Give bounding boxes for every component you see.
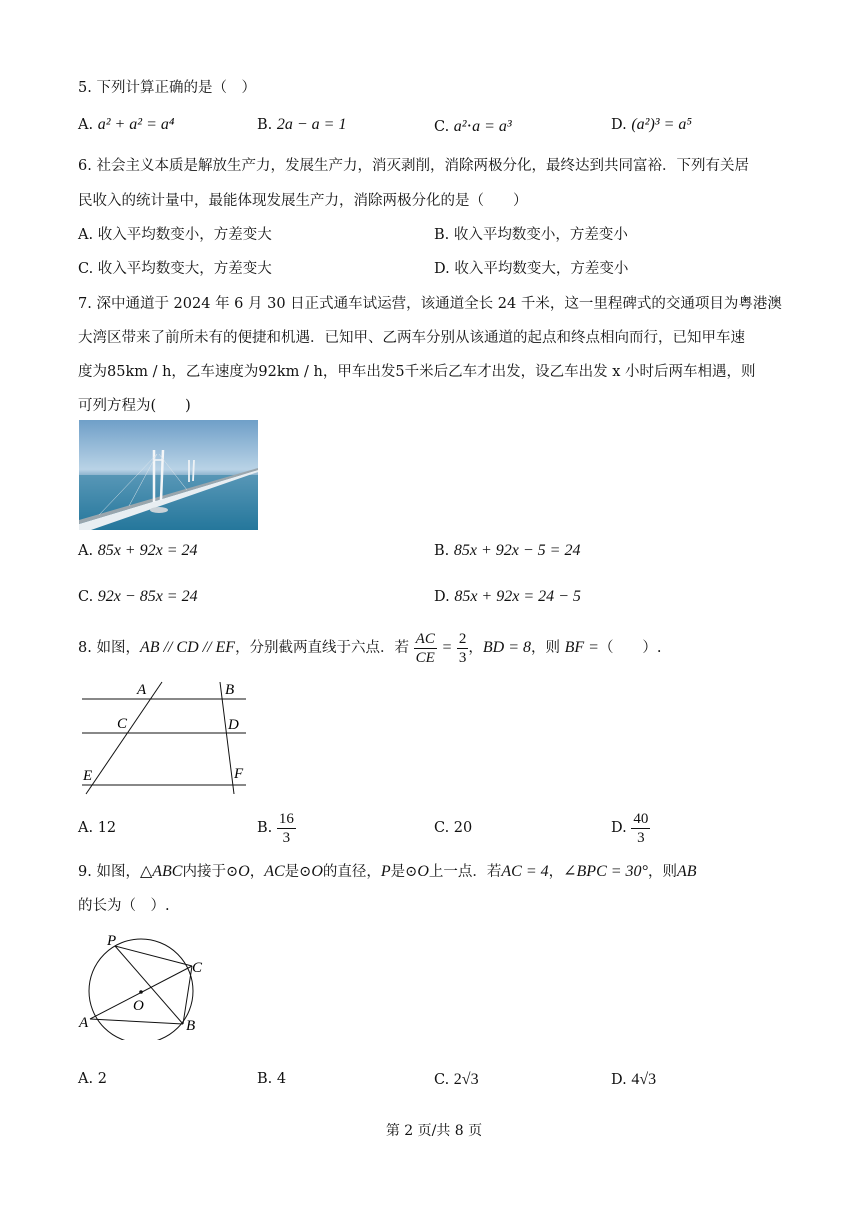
label-a: A bbox=[137, 682, 147, 698]
q8-option-b: B. $\frac{16}{3}$ bbox=[257, 810, 294, 846]
label-b: B bbox=[186, 1018, 196, 1034]
q6-option-c: C. 收入平均数变大，方差变大 bbox=[78, 261, 272, 277]
q5-option-c: C. a²⋅a = a³ bbox=[434, 118, 512, 135]
q9-circle-figure bbox=[76, 928, 216, 1040]
label-c: C bbox=[192, 960, 203, 976]
segment-pb bbox=[115, 946, 183, 1024]
q8-option-c: C. 20 bbox=[434, 820, 473, 836]
q8-stem: 8. 如图，AB // CD // EF，分别截两直线于六点．若 $\frac{AC}{CE}$ = $\frac{2}{3}$ ，BD = 8，则 BF =（ ）. bbox=[78, 630, 662, 666]
q9-option-a: A. 2 bbox=[78, 1071, 107, 1087]
q8-option-a: A. 12 bbox=[78, 820, 117, 836]
q5-option-b: B. 2a − a = 1 bbox=[257, 116, 347, 133]
label-o: O bbox=[133, 998, 144, 1014]
center-point bbox=[139, 990, 143, 994]
segment-ab bbox=[90, 1019, 183, 1024]
q7-stem-line4: 可列方程为( ) bbox=[78, 398, 191, 414]
q6-stem-line1: 6. 社会主义本质是解放生产力，发展生产力，消灭剥削，消除两极分化，最终达到共同富裕．下列有关居 bbox=[78, 158, 749, 174]
bridge-photo bbox=[79, 420, 258, 530]
label-c: C bbox=[117, 716, 128, 732]
q9-option-b: B. 4 bbox=[257, 1071, 287, 1087]
page-footer: 第 2 页/共 8 页 bbox=[385, 1123, 483, 1139]
q5-stem: 5. 下列计算正确的是（ ） bbox=[78, 80, 256, 96]
q7-option-d: D. 85x + 92x = 24 − 5 bbox=[434, 588, 581, 605]
q7-stem-line3: 度为85km / h，乙车速度为92km / h，甲车出发5千米后乙车才出发，设乙车出发 x 小时后两车相遇，则 bbox=[78, 364, 756, 380]
q8-parallel-lines-figure bbox=[76, 676, 256, 796]
q5-option-d: D. (a²)³ = a⁵ bbox=[611, 116, 692, 133]
q9-stem-line1: 9. 如图，△ABC内接于⊙O，AC是⊙O的直径，P是⊙O上一点．若AC = 4，∠BPC = 30°，则AB bbox=[78, 863, 697, 880]
q7-stem-line2: 大湾区带来了前所未有的便捷和机遇．已知甲、乙两车分别从该通道的起点和终点相向而行，已知甲车速 bbox=[78, 330, 745, 346]
label-p: P bbox=[107, 933, 117, 949]
q9-stem-line2: 的长为（ ）. bbox=[78, 898, 170, 914]
circle-o bbox=[89, 939, 196, 1040]
q6-option-b: B. 收入平均数变小，方差变小 bbox=[434, 227, 628, 243]
q8-option-d: D. $\frac{40}{3}$ bbox=[611, 810, 649, 846]
label-d: D bbox=[228, 717, 239, 733]
q9-option-c: C. 2√3 bbox=[434, 1071, 479, 1088]
q6-stem-line2: 民收入的统计量中，最能体现发展生产力，消除两极分化的是（ ） bbox=[78, 193, 528, 209]
q7-stem-line1: 7. 深中通道于 2024 年 6 月 30 日正式通车试运营，该通道全长 24 千米，这一里程碑式的交通项目为粤港澳 bbox=[78, 296, 782, 312]
q7-option-b: B. 85x + 92x − 5 = 24 bbox=[434, 542, 581, 559]
label-e: E bbox=[83, 768, 93, 784]
q9-option-d: D. 4√3 bbox=[611, 1071, 657, 1088]
segment-pc bbox=[115, 946, 192, 966]
q7-option-a: A. 85x + 92x = 24 bbox=[78, 542, 198, 559]
q5-option-a: A. a² + a² = a⁴ bbox=[78, 116, 175, 133]
q6-option-d: D. 收入平均数变大，方差变小 bbox=[434, 261, 629, 277]
q8-ratio-fraction: $\frac{AC}{CE}$ bbox=[415, 630, 435, 666]
q8-value-fraction: $\frac{2}{3}$ bbox=[458, 630, 467, 666]
q6-option-a: A. 收入平均数变小，方差变大 bbox=[78, 227, 272, 243]
label-b: B bbox=[225, 682, 235, 698]
q7-option-c: C. 92x − 85x = 24 bbox=[78, 588, 198, 605]
label-f: F bbox=[234, 766, 244, 782]
label-a: A bbox=[79, 1015, 89, 1031]
